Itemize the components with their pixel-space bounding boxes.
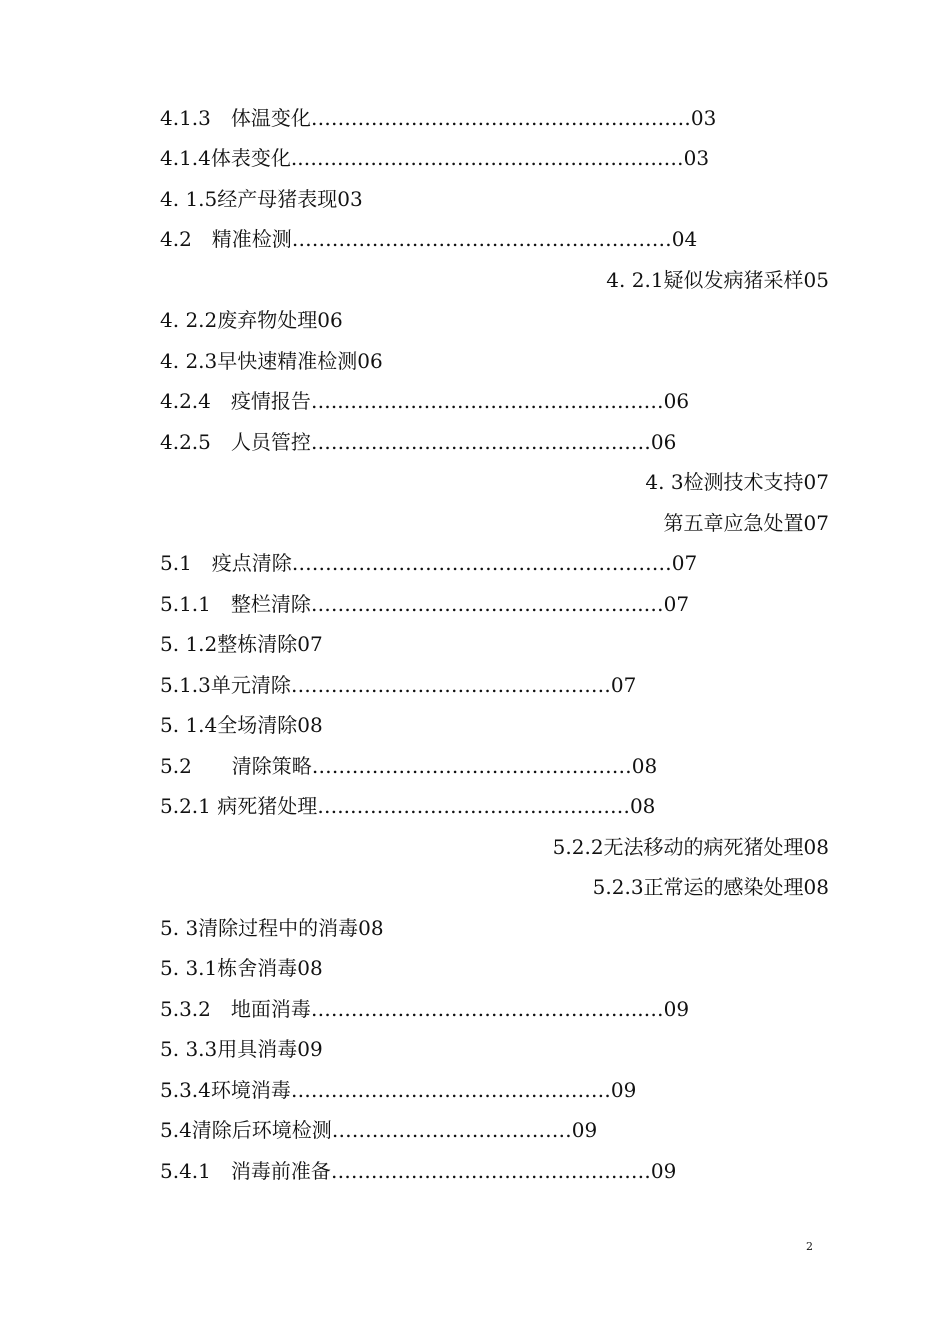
toc-entry: 5. 3清除过程中的消毒08 [160,916,384,940]
toc-entry: 4. 2.1疑似发病猪采样05 [606,268,829,292]
toc-entry: 5.2.1 病死猪处理…..……………………………………08 [160,794,656,818]
toc-entry: 5. 1.4全场清除08 [160,713,323,737]
toc-entry: 4.2.4 疫情报告…..…………………………………………06 [160,389,690,413]
toc-entry: 4.2.5 人员管控……………………………………………06 [160,430,677,454]
toc-entry: 5.1.1 整栏清除…………………………………………..…07 [160,592,690,616]
toc-entry: 5. 3.1栋舍消毒08 [160,956,323,980]
toc-entry: 5.2.3正常运的感染处理08 [592,875,829,899]
toc-entry: 4. 1.5经产母猪表现03 [160,187,363,211]
toc-entry: 5.2.2无法移动的病死猪处理08 [552,835,829,859]
toc-entry: 第五章应急处置07 [663,511,829,535]
toc-entry: 5.3.4环境消毒…………………………………………09 [160,1078,637,1102]
toc-entry: 5.1 疫点清除…………………………………………………07 [160,551,698,575]
page-number: 2 [806,1240,813,1253]
toc-entry: 5. 3.3用具消毒09 [160,1037,323,1061]
toc-entry: 4. 2.2废弃物处理06 [160,308,343,332]
toc-entry: 4.1.3 体温变化…………………………………………………03 [160,106,717,130]
toc-entry: 5.4清除后环境检测………………………………09 [160,1118,598,1142]
toc-entry: 4.1.4体表变化..…………………………………………………03 [160,146,710,170]
toc-entry: 5.2 清除策略…………………………………………08 [160,754,658,778]
toc-entry: 4. 2.3早快速精准检测06 [160,349,383,373]
toc-entry: 5.1.3单元清除…………………………………………07 [160,673,637,697]
toc-entry: 5. 1.2整栋清除07 [160,632,323,656]
toc-entry: 4.2 精准检测…………………………………………………04 [160,227,698,251]
toc-entry: 5.3.2 地面消毒…………………………………………..…09 [160,997,690,1021]
toc-entry: 5.4.1 消毒前准备…………………………………………09 [160,1159,677,1183]
toc-entry: 4. 3检测技术支持07 [645,470,829,494]
